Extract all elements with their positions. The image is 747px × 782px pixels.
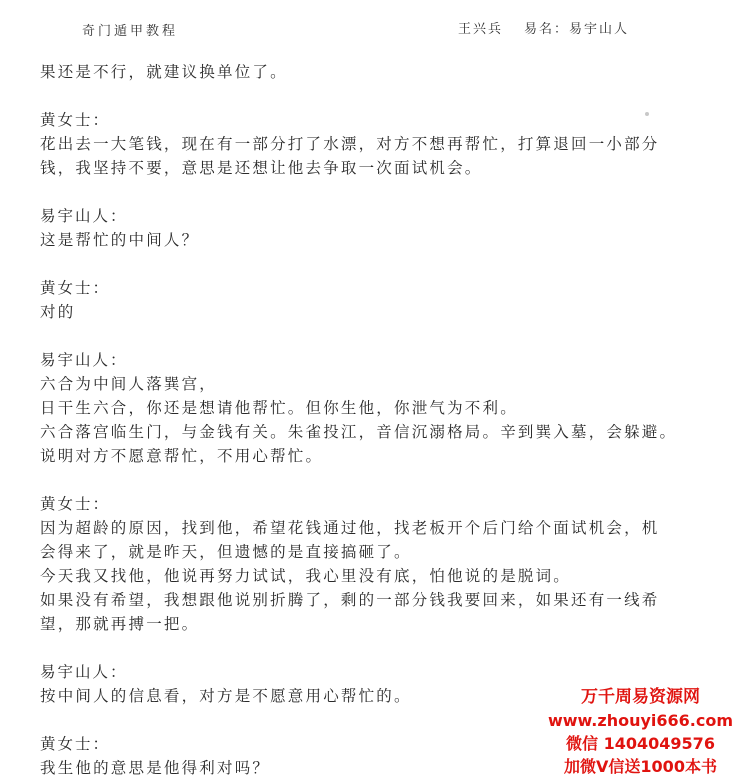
speaker-label: 黄女士：	[40, 111, 111, 129]
speaker-label: 黄女士：	[40, 279, 111, 297]
watermark-url: www.zhouyi666.com	[547, 711, 734, 730]
paragraph-gap	[40, 84, 720, 108]
dialogue-line: 日干生六合，你还是想请他帮忙。但你生他，你泄气为不利。	[40, 399, 518, 417]
page-header	[0, 0, 747, 44]
watermark-wechat: 微信 1404049576	[566, 734, 715, 753]
dialogue-line: 今天我又找他，他说再努力试试，我心里没有底，怕他说的是脱词。	[40, 567, 572, 585]
dialogue-line: 说明对方不愿意帮忙，不用心帮忙。	[40, 447, 324, 465]
dialogue-line: 因为超龄的原因，找到他，希望花钱通过他，找老板开个后门给个面试机会，机	[40, 519, 660, 537]
paragraph-gap	[40, 252, 720, 276]
dialogue-line: 果还是不行，就建议换单位了。	[40, 63, 288, 81]
dialogue-line: 会得来了，就是昨天，但遗憾的是直接搞砸了。	[40, 543, 412, 561]
dialogue-line: 钱，我坚持不要，意思是还想让他去争取一次面试机会。	[40, 159, 483, 177]
dialogue-line: 对的	[40, 303, 76, 321]
dialogue-line: 如果没有希望，我想跟他说别折腾了，剩的一部分钱我要回来，如果还有一线希	[40, 591, 660, 609]
speaker-label: 易宇山人：	[40, 207, 128, 225]
dialogue-line: 按中间人的信息看，对方是不愿意用心帮忙的。	[40, 687, 412, 705]
dialogue-content	[40, 60, 720, 780]
dialogue-line: 望，那就再搏一把。	[40, 615, 200, 633]
watermark-site-name: 万千周易资源网	[581, 687, 700, 707]
watermark-offer: 加微V信送1000本书	[564, 757, 717, 776]
paragraph-gap	[40, 468, 720, 492]
header-author: 王兴兵	[458, 22, 504, 37]
dialogue-line: 六合落宫临生门，与金钱有关。朱雀投江，音信沉溺格局。辛到巽入墓，会躲避。	[40, 423, 678, 441]
paragraph-gap	[40, 324, 720, 348]
watermark	[538, 686, 743, 778]
header-pen-name: 易名：易宇山人	[524, 22, 630, 37]
speaker-label: 黄女士：	[40, 735, 111, 753]
speaker-label: 易宇山人：	[40, 351, 128, 369]
speaker-label: 易宇山人：	[40, 663, 128, 681]
dialogue-line: 我生他的意思是他得利对吗？	[40, 759, 271, 777]
dialogue-line: 六合为中间人落巽宫，	[40, 375, 218, 393]
dialogue-line: 花出去一大笔钱，现在有一部分打了水漂，对方不想再帮忙，打算退回一小部分	[40, 135, 660, 153]
speaker-label: 黄女士：	[40, 495, 111, 513]
dialogue-line: 这是帮忙的中间人？	[40, 231, 200, 249]
header-title: 奇门遁甲教程	[82, 24, 179, 39]
paragraph-gap	[40, 180, 720, 204]
paragraph-gap	[40, 636, 720, 660]
